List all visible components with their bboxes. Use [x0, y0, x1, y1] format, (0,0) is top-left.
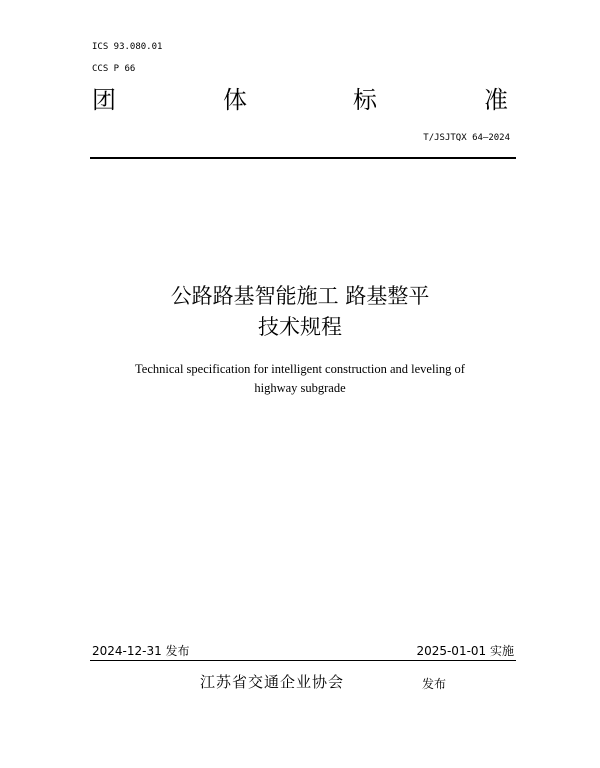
english-title-line-1: Technical specification for intelligent construction and leveling of	[135, 362, 465, 376]
chinese-title	[50, 282, 550, 341]
publish-label: 发布	[422, 677, 447, 691]
standard-type-char: 准	[484, 86, 508, 114]
ccs-code: CCS P 66	[92, 64, 136, 74]
header-divider	[90, 157, 516, 159]
implementation-date: 2025-01-01 实施	[416, 644, 514, 658]
english-title	[60, 360, 540, 398]
english-title-line-2: highway subgrade	[254, 381, 346, 395]
standard-type	[92, 84, 510, 116]
standard-type-char: 体	[223, 86, 247, 114]
publisher: 江苏省交通企业协会	[200, 673, 345, 691]
chinese-title-line-2: 技术规程	[258, 315, 342, 339]
standard-type-char: 团	[92, 86, 116, 114]
issue-date: 2024-12-31 发布	[92, 644, 190, 658]
footer-divider	[90, 660, 516, 661]
ics-code: ICS 93.080.01	[92, 42, 163, 52]
standard-number: T/JSJTQX 64—2024	[423, 133, 510, 143]
chinese-title-line-1: 公路路基智能施工 路基整平	[170, 284, 430, 308]
standard-type-char: 标	[353, 86, 377, 114]
